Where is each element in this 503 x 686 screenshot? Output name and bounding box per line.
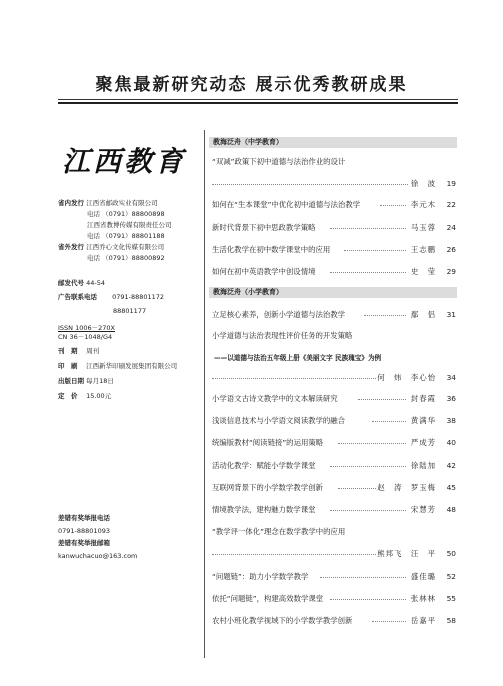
toc-title: “教学评一体化”理念在数学教学中的应用 [212, 527, 346, 536]
report-info [58, 512, 200, 562]
toc-item[interactable] [212, 460, 456, 471]
toc-page: 48 [446, 505, 456, 514]
header-rule-top [58, 99, 458, 100]
toc-title: 新时代背景下初中思政教学策略 [212, 223, 316, 232]
toc-page: 31 [446, 310, 456, 319]
toc-item[interactable] [212, 393, 456, 404]
leader-dots [330, 599, 406, 600]
toc-author: 封春霞 [410, 394, 436, 403]
leader-dots [338, 443, 406, 444]
toc-item[interactable] [212, 437, 456, 448]
toc-author: 鄢 侣 [410, 310, 436, 319]
toc-item[interactable] [212, 504, 456, 515]
column-divider [204, 130, 205, 658]
toc-page: 19 [446, 179, 456, 188]
section-header-middle-school: 教海泛舟（中学教育） [209, 137, 457, 148]
ad-phone-2: 88801177 [113, 307, 147, 315]
issn: ISSN 1006－270X [58, 324, 115, 332]
toc-title: 生活化教学在初中数学课堂中的应用 [212, 245, 331, 254]
toc-title: 情境教学法，建构魅力数学课堂 [212, 505, 316, 514]
in-province-line-2: 电话 （0791）88800898 [87, 210, 165, 218]
leader-dots [330, 466, 406, 467]
toc-item[interactable] [212, 309, 456, 320]
toc-item[interactable] [212, 330, 456, 341]
toc-title: 如何在初中英语教学中创设情境 [212, 267, 316, 276]
header-rule-bottom [58, 102, 458, 104]
toc-page: 42 [446, 461, 456, 470]
left-column-info [58, 198, 200, 402]
toc-author: 马玉蓉 [410, 223, 436, 232]
toc-author: 黄满华 [410, 416, 436, 425]
toc-page: 24 [446, 223, 456, 232]
leader-dots [212, 554, 376, 555]
toc-item[interactable] [212, 222, 456, 233]
report-email: kanwuchacuo@163.com [58, 551, 138, 560]
in-province-line-3: 江西省教博传媒有限责任公司 [87, 221, 172, 229]
toc-title: “问题链”：助力小学数学教学 [212, 572, 309, 581]
toc-author: 李元木 [410, 200, 436, 209]
toc-page: 40 [446, 438, 456, 447]
postal-code: 44-54 [86, 279, 105, 287]
toc-item[interactable] [212, 526, 456, 537]
toc-author: 宋慧芳 [410, 505, 436, 514]
toc-item[interactable] [212, 482, 456, 493]
toc-author: 熊邦飞 汪 平 [377, 549, 436, 558]
leader-dots [380, 205, 406, 206]
report-phone: 0791-88801093 [58, 526, 110, 535]
leader-dots [330, 510, 406, 511]
toc-page: 29 [446, 267, 456, 276]
price-label: 定 价 [58, 392, 78, 400]
toc-title: 小学语文古诗文教学中的文本解读研究 [212, 394, 338, 403]
toc-author: 何 炜 李心怡 [377, 373, 436, 382]
toc-page: 36 [446, 394, 456, 403]
section-header-primary-school: 教海泛舟（小学教育） [209, 287, 457, 298]
toc-author: 岳嘉平 [410, 616, 436, 625]
in-province-label: 省内发行 [58, 199, 84, 207]
leader-dots [330, 228, 406, 229]
ad-phone-label: 广告联系电话 [58, 293, 97, 301]
toc-item[interactable] [212, 178, 456, 189]
leader-dots [364, 315, 406, 316]
report-email-label: 差错有奖举报邮箱 [58, 539, 110, 547]
toc-item[interactable] [212, 156, 456, 167]
out-province-line-2: 电话 （0791）88800892 [87, 254, 165, 262]
toc-author: 史 莹 [410, 267, 436, 276]
toc-title: 小学道德与法治表现性评价任务的开发策略 [212, 331, 353, 340]
price: 15.00元 [86, 392, 112, 400]
postal-code-label: 邮发代号 [58, 279, 84, 287]
toc-item[interactable] [212, 415, 456, 426]
toc-item[interactable] [212, 571, 456, 582]
toc-title: 统编版教材“阅读链接”的运用策略 [212, 438, 324, 447]
toc-page: 58 [446, 616, 456, 625]
toc-page: 45 [446, 483, 456, 492]
leader-dots [372, 421, 406, 422]
toc-page: 55 [446, 594, 456, 603]
toc-item[interactable] [212, 266, 456, 277]
toc-author: 严成芳 [410, 438, 436, 447]
toc-author: 徐陆加 [410, 461, 436, 470]
out-province-line-1: 江西乔心文化传媒有限公司 [86, 243, 165, 251]
toc-author: 徐 波 [410, 179, 436, 188]
toc-author: 王志鹏 [410, 245, 436, 254]
toc-page: 26 [446, 245, 456, 254]
toc-title: 互联网背景下的小学数学教学创新 [212, 483, 323, 492]
toc-item[interactable] [212, 548, 456, 559]
pub-date-label: 出版日期 [58, 377, 84, 385]
printer: 江西新华印刷发展集团有限公司 [86, 362, 178, 370]
toc-subtitle: ——以道德与法治五年级上册《美丽文字 民族瑰宝》为例 [214, 354, 382, 362]
toc-title: 活动化教学：赋能小学数学课堂 [212, 461, 316, 470]
toc-title: 如何在“生本课堂”中优化初中道德与法治教学 [212, 200, 361, 209]
toc-author: 盛佳璐 [410, 572, 436, 581]
leader-dots [372, 621, 406, 622]
toc-page: 34 [446, 373, 456, 382]
toc-item[interactable] [212, 593, 456, 604]
toc-title: “双减”政策下初中道德与法治作业的设计 [212, 157, 346, 166]
leader-dots [212, 184, 408, 185]
in-province-line-4: 电话 （0791）88801188 [87, 232, 165, 240]
leader-dots [320, 577, 406, 578]
ad-phone-1: 0791-88801172 [112, 293, 165, 301]
out-province-label: 省外发行 [58, 243, 84, 251]
leader-dots [358, 399, 406, 400]
toc-item[interactable] [212, 372, 456, 383]
toc-title: 立足核心素养，创新小学道德与法治教学 [212, 310, 346, 319]
toc-title: 农村小班化教学视域下的小学数学教学创新 [212, 616, 353, 625]
report-phone-label: 差错有奖举报电话 [58, 514, 110, 522]
toc-title: 依托“问题链”，构建高效数学课堂 [212, 594, 324, 603]
leader-dots [212, 378, 376, 379]
toc-author: 张林林 [410, 594, 436, 603]
toc-item[interactable] [212, 199, 456, 210]
period: 周刊 [86, 347, 100, 355]
cn-number: CN 36－1048/G4 [58, 333, 113, 341]
toc-author: 赵 涛 罗玉梅 [377, 483, 436, 492]
toc-item[interactable] [212, 244, 456, 255]
toc-page: 38 [446, 416, 456, 425]
printer-label: 印 刷 [58, 362, 78, 370]
pub-date: 每月18日 [86, 377, 114, 385]
toc-page: 50 [446, 549, 456, 558]
toc-item[interactable] [212, 615, 456, 626]
in-province-line-1: 江西省邮政实业有限公司 [86, 199, 158, 207]
header-title: 聚焦最新研究动态 展示优秀教研成果 [95, 75, 408, 95]
leader-dots [338, 488, 376, 489]
toc-title: 浅谈信息技术与小学语文阅读教学的融合 [212, 416, 346, 425]
period-label: 刊 期 [58, 347, 78, 355]
leader-dots [344, 250, 406, 251]
toc-page: 22 [446, 200, 456, 209]
magazine-logo: 江西教育 [62, 145, 187, 178]
leader-dots [330, 272, 406, 273]
toc-page: 52 [446, 572, 456, 581]
